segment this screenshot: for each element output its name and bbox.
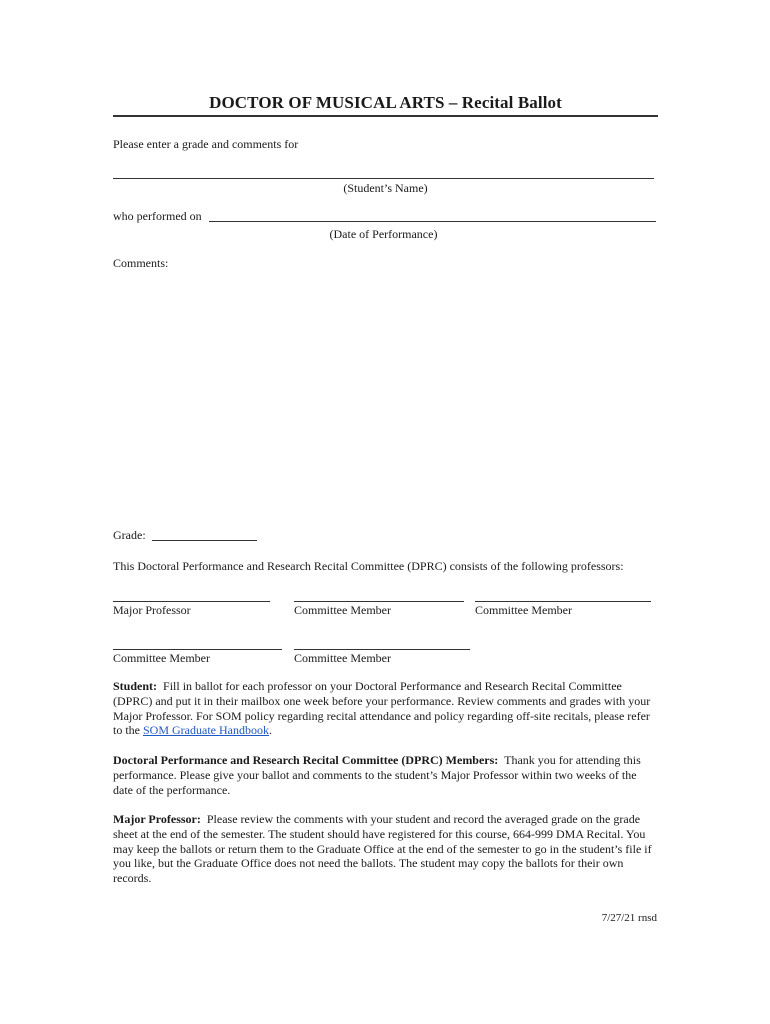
- signature-line[interactable]: [294, 649, 470, 650]
- signature-line[interactable]: [475, 601, 651, 602]
- title-rule: [113, 115, 658, 117]
- footer-code: 7/27/21 rnsd: [601, 912, 657, 924]
- grade-field[interactable]: [152, 540, 257, 541]
- major-heading: Major Professor:: [113, 812, 201, 826]
- signature-caption: Committee Member: [113, 651, 210, 665]
- signature-line[interactable]: [294, 601, 464, 602]
- comments-area[interactable]: [113, 275, 658, 515]
- signature-caption: Committee Member: [294, 603, 391, 617]
- members-text: Thank you for attending this performance. Please give your ballot and comments to the student’s Major Professor within two weeks of the date of the performance.: [113, 753, 641, 797]
- performance-date-field[interactable]: [209, 221, 656, 222]
- student-instructions: [113, 679, 658, 738]
- major-text: Please review the comments with your student and record the averaged grade on the grade sheet at the end of the semester. The student should have registered for this course, 664-999 DMA Recital. You may keep the ballots or return them to the Graduate Office at the end of the semester to go in the student’s file if you like, but the Graduate Office does not need the ballots. The student may copy the ballots for their own records.: [113, 812, 652, 886]
- signature-caption: Major Professor: [113, 603, 191, 617]
- student-name-caption: (Student’s Name): [343, 181, 428, 195]
- grade-label: Grade:: [113, 528, 146, 542]
- student-heading: Student:: [113, 679, 158, 693]
- performed-on-label: who performed on: [113, 209, 202, 223]
- committee-statement: This Doctoral Performance and Research Recital Committee (DPRC) consists of the following professors:: [113, 559, 624, 573]
- comments-label: Comments:: [113, 256, 169, 270]
- signature-line[interactable]: [113, 601, 270, 602]
- student-name-field[interactable]: [113, 178, 654, 179]
- date-caption: (Date of Performance): [329, 227, 438, 241]
- student-text-end: .: [268, 723, 272, 738]
- document-title: DOCTOR OF MUSICAL ARTS – Recital Ballot: [209, 93, 562, 112]
- signature-caption: Committee Member: [475, 603, 572, 617]
- handbook-link[interactable]: SOM Graduate Handbook: [143, 723, 269, 738]
- student-text: Fill in ballot for each professor on your Doctoral Performance and Research Recital Committee (DPRC) and put it in their mailbox one week before your performance. Review comments and grades with your Major Professor. For SOM policy regarding recital attendance and policy regarding off-site recitals, please refer to the: [113, 679, 651, 738]
- members-heading: Doctoral Performance and Research Recital Committee (DPRC) Members:: [113, 753, 499, 767]
- members-instructions: [113, 753, 658, 797]
- signature-caption: Committee Member: [294, 651, 391, 665]
- intro-text: Please enter a grade and comments for: [113, 137, 299, 151]
- signature-line[interactable]: [113, 649, 282, 650]
- major-professor-instructions: [113, 812, 658, 886]
